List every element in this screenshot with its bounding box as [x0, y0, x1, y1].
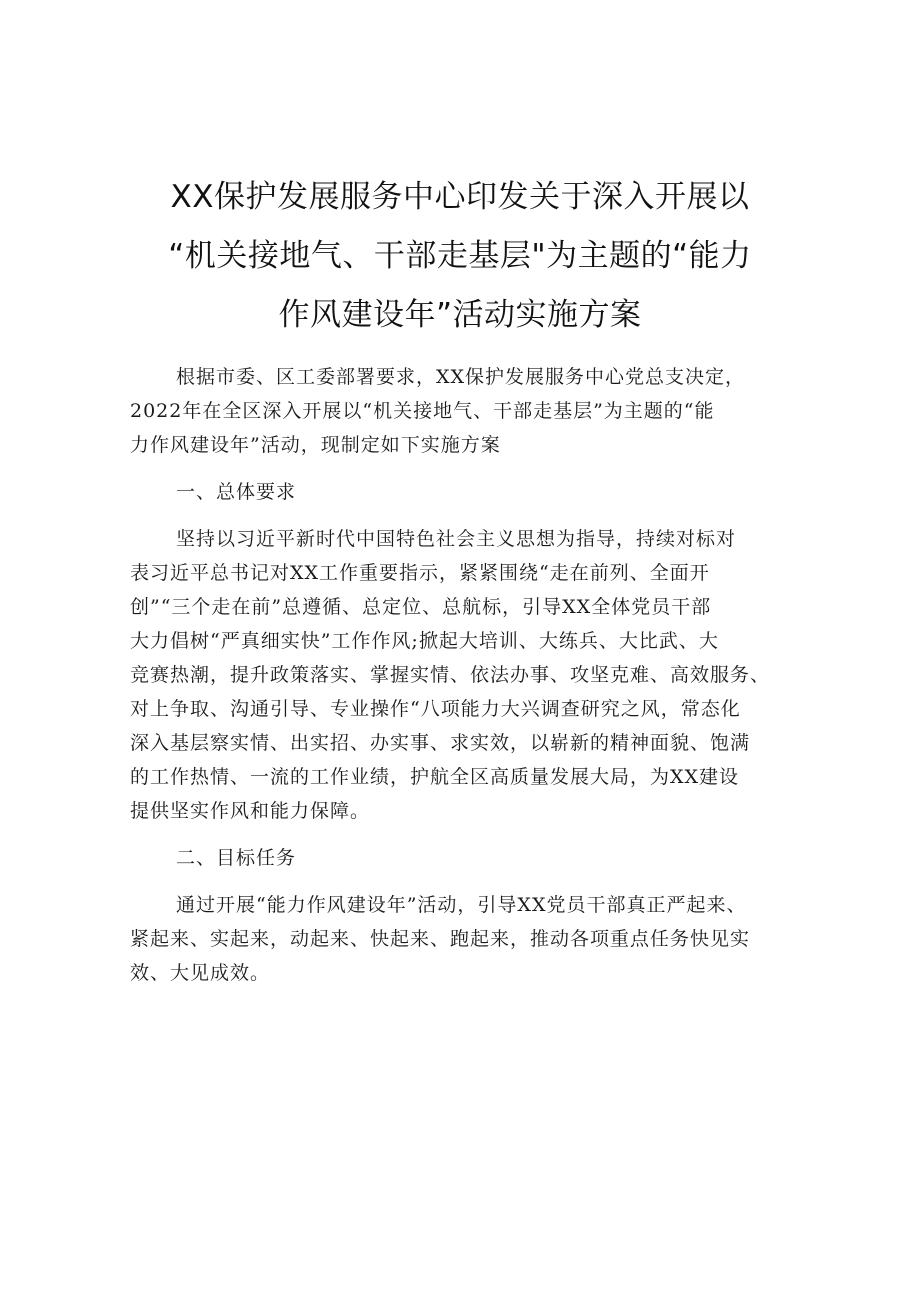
paragraph-line: 提供坚实作风和能力保障。 [130, 800, 371, 822]
paragraph-line: 坚持以习近平新时代中国特色社会主义思想为指导，持续对标对 [176, 528, 737, 550]
paragraph-line: 效、大见成效。 [130, 962, 271, 984]
general-requirements-paragraph [130, 522, 792, 828]
paragraph-line: 力作风建设年”活动，现制定如下实施方案 [130, 434, 501, 456]
goals-tasks-paragraph [130, 888, 792, 990]
paragraph-line: 的工作热情、一流的工作业绩，护航全区高质量发展大局，为XX建设 [130, 766, 740, 788]
title-line-3: 作风建设年”活动实施方案 [278, 297, 642, 333]
paragraph-line: 通过开展“能力作风建设年”活动，引导XX党员干部真正严起来、 [176, 894, 747, 916]
paragraph-line: 大力倡树“严真细实快”工作作风;掀起大培训、大练兵、大比武、大 [130, 630, 719, 652]
paragraph-line: 竞赛热潮，提升政策落实、掌握实情、依法办事、攻坚克难、高效服务、 [130, 664, 771, 686]
paragraph-line: 对上争取、沟通引导、专业操作“八项能力大兴调查研究之风，常态化 [130, 698, 741, 720]
paragraph-line: 根据市委、区工委部署要求，XX保护发展服务中心党总支决定， [176, 366, 746, 388]
title-line-2: “机关接地气、干部走基层"为主题的“能力 [168, 238, 752, 274]
paragraph-line: 2022年在全区深入开展以“机关接地气、干部走基层”为主题的“能 [130, 400, 715, 422]
section-heading-goals-tasks: 二、目标任务 [176, 847, 297, 869]
paragraph-line: 紧起来、实起来，动起来、快起来、跑起来，推动各项重点任务快见实 [130, 928, 751, 950]
paragraph-line: 创”“三个走在前”总遵循、总定位、总航标，引导XX全体党员干部 [130, 596, 712, 618]
paragraph-line: 深入基层察实情、出实招、办实事、求实效，以崭新的精神面貌、饱满 [130, 732, 751, 754]
title-line-1: XX保护发展服务中心印发关于深入开展以 [170, 179, 750, 215]
document-title [120, 168, 800, 345]
paragraph-line: 表习近平总书记对XX工作重要指示，紧紧围绕“走在前列、全面开 [130, 562, 710, 584]
section-heading-general-requirements: 一、总体要求 [176, 481, 297, 503]
document-body [130, 360, 792, 1003]
intro-paragraph [130, 360, 792, 462]
